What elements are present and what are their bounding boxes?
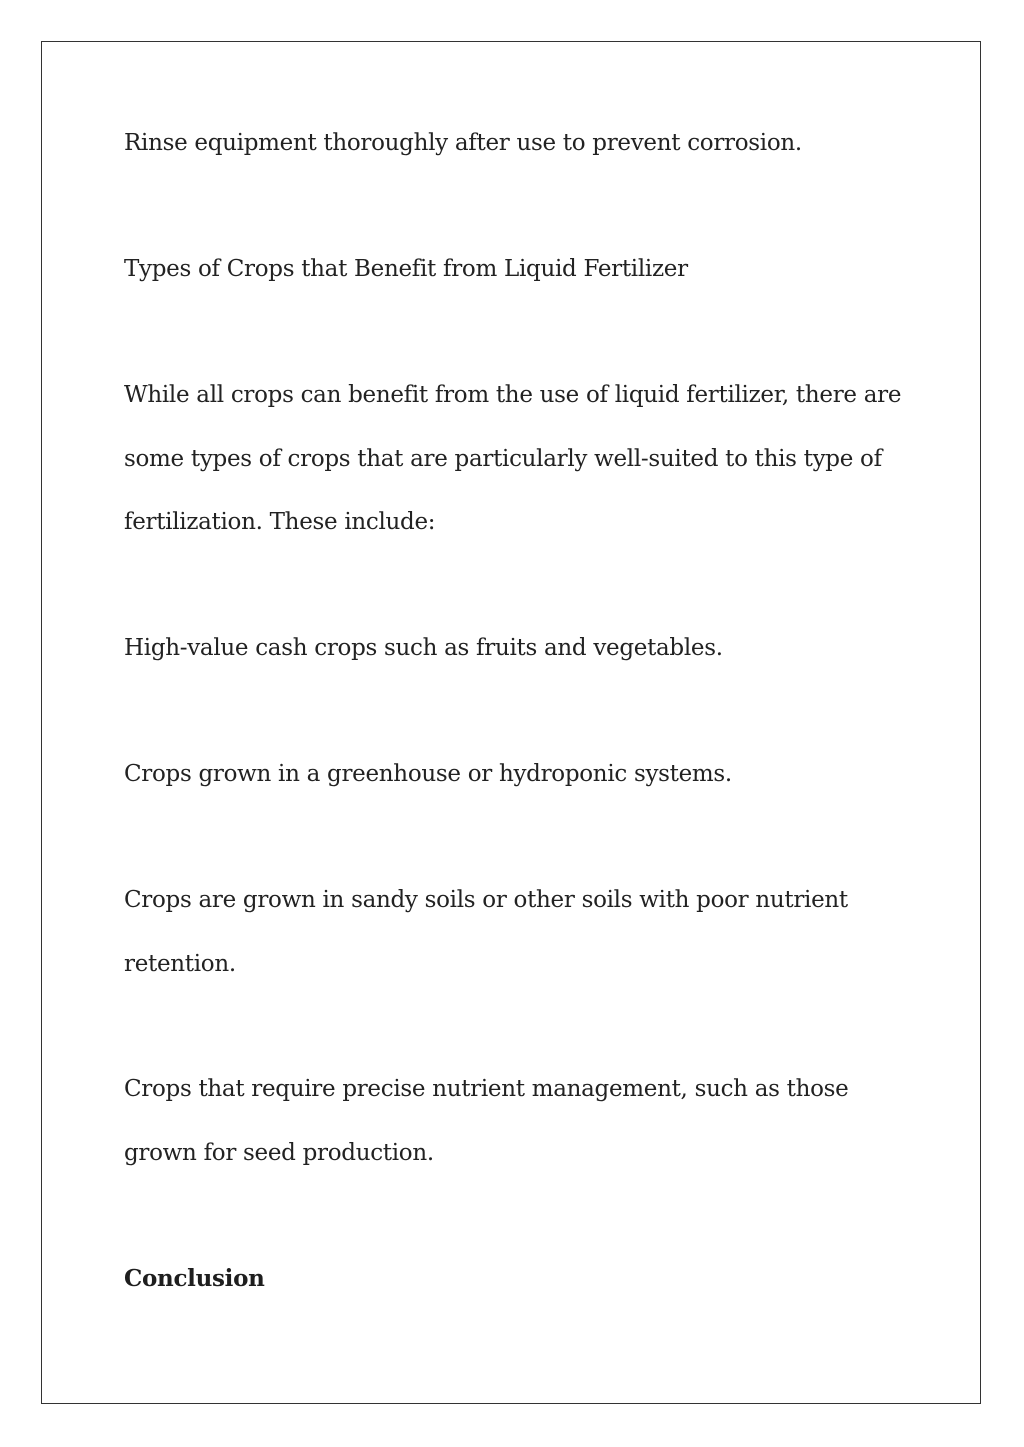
list-item-greenhouse-crops: Crops grown in a greenhouse or hydroponic systems. xyxy=(124,761,732,787)
paragraph-intro-line: some types of crops that are particularly well-suited to this type of xyxy=(124,446,882,472)
section-title-crop-types: Types of Crops that Benefit from Liquid Fertilizer xyxy=(124,256,688,282)
paragraph-intro-line: fertilization. These include: xyxy=(124,509,436,535)
list-item-seed-production: Crops that require precise nutrient management, such as those xyxy=(124,1076,849,1102)
list-item-sandy-soils: Crops are grown in sandy soils or other soils with poor nutrient xyxy=(124,887,848,913)
page-border xyxy=(41,41,981,1404)
conclusion-heading: Conclusion xyxy=(124,1265,265,1292)
paragraph-rinse-equipment: Rinse equipment thoroughly after use to prevent corrosion. xyxy=(124,130,802,156)
paragraph-intro-line: While all crops can benefit from the use of liquid fertilizer, there are xyxy=(124,382,902,408)
list-item-sandy-soils: retention. xyxy=(124,951,236,977)
list-item-cash-crops: High-value cash crops such as fruits and vegetables. xyxy=(124,635,723,661)
list-item-seed-production: grown for seed production. xyxy=(124,1140,434,1166)
